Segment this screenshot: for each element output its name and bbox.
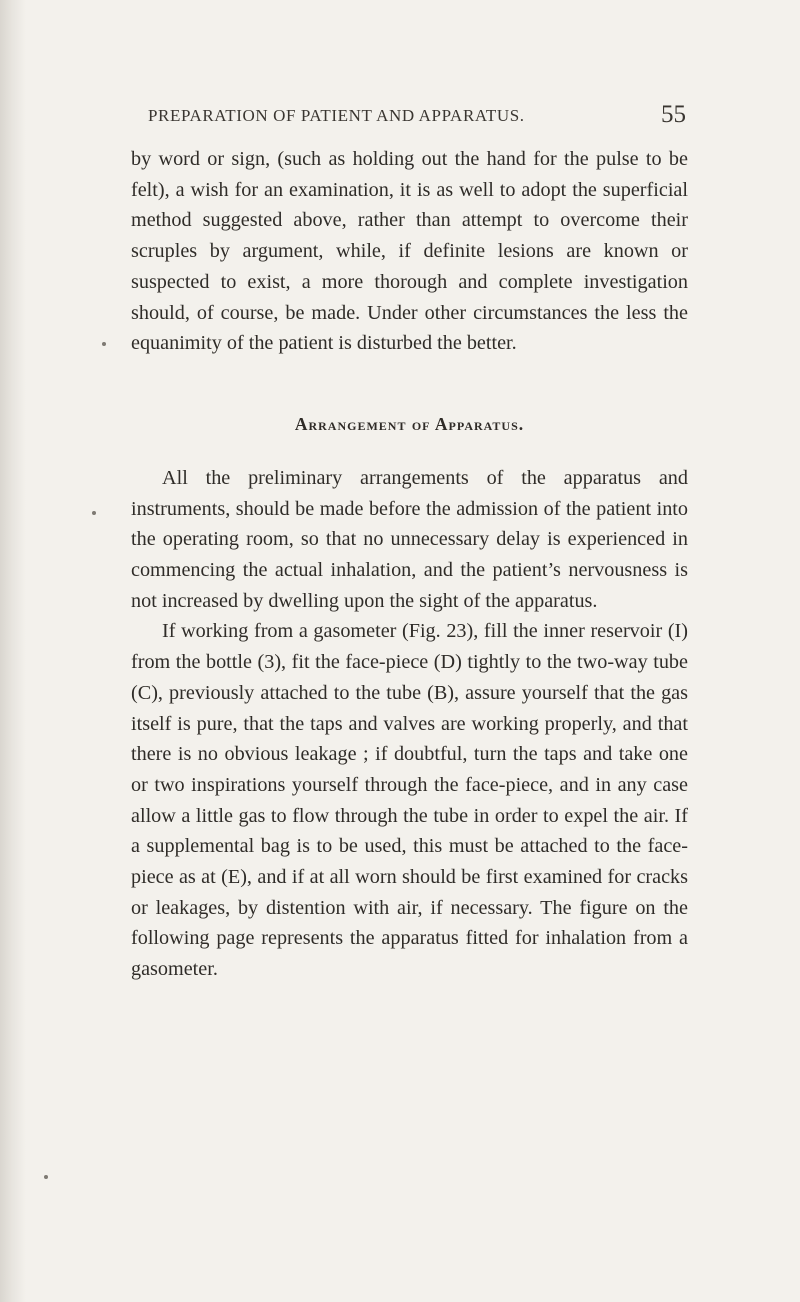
paper-speck [102,342,106,346]
paragraph-continuation: by word or sign, (such as holding out the hand for the pulse to be felt), a wish for an examination, it is as well to adopt the superficial method suggested above, rather than attempt to overcome their scruples by argument, while, if definite lesions are known or suspected to exist, a more thorough and complete investigation should, of course, be made. Under other circumstances the less the equanimity of the patient is disturbed the better. [131,148,688,355]
paper-speck [92,511,96,515]
section-heading: Arrangement of Apparatus. [294,413,525,434]
paragraph-preliminary-arrangements: All the preliminary arrangements of the apparatus and instruments, should be made before the admission of the patient into the operating room, so that no unnecessary delay is experienced in commencing the actual inhalation, and the patient’s nervousness is not increased by dwelling upon the sight of the apparatus. [131,466,688,612]
page-body [131,144,688,985]
paper-speck [44,1175,48,1179]
running-header [148,102,686,132]
page-number: 55 [661,101,686,128]
running-title: PREPARATION OF PATIENT AND APPARATUS. [148,106,525,125]
paragraph-gasometer-instructions: If working from a gasometer (Fig. 23), fill the inner reservoir (I) from the bottle (3), fit the face-piece (D) tightly to the two-way tube (C), previously attached to the tube (B), assure yourself that the gas itself is pure, that the taps and valves are working properly, and that there is no obvious leakage ; if doubtful, turn the taps and take one or two inspirations yourself through the face-piece, and in any case allow a little gas to flow through the tube in order to expel the air. If a supplemental bag is to be used, this must be attached to the face-piece as at (E), and if at all worn should be first examined for cracks or leakages, by distention with air, if necessary. The figure on the following page represents the apparatus fitted for inhalation from a gasometer. [131,620,688,981]
